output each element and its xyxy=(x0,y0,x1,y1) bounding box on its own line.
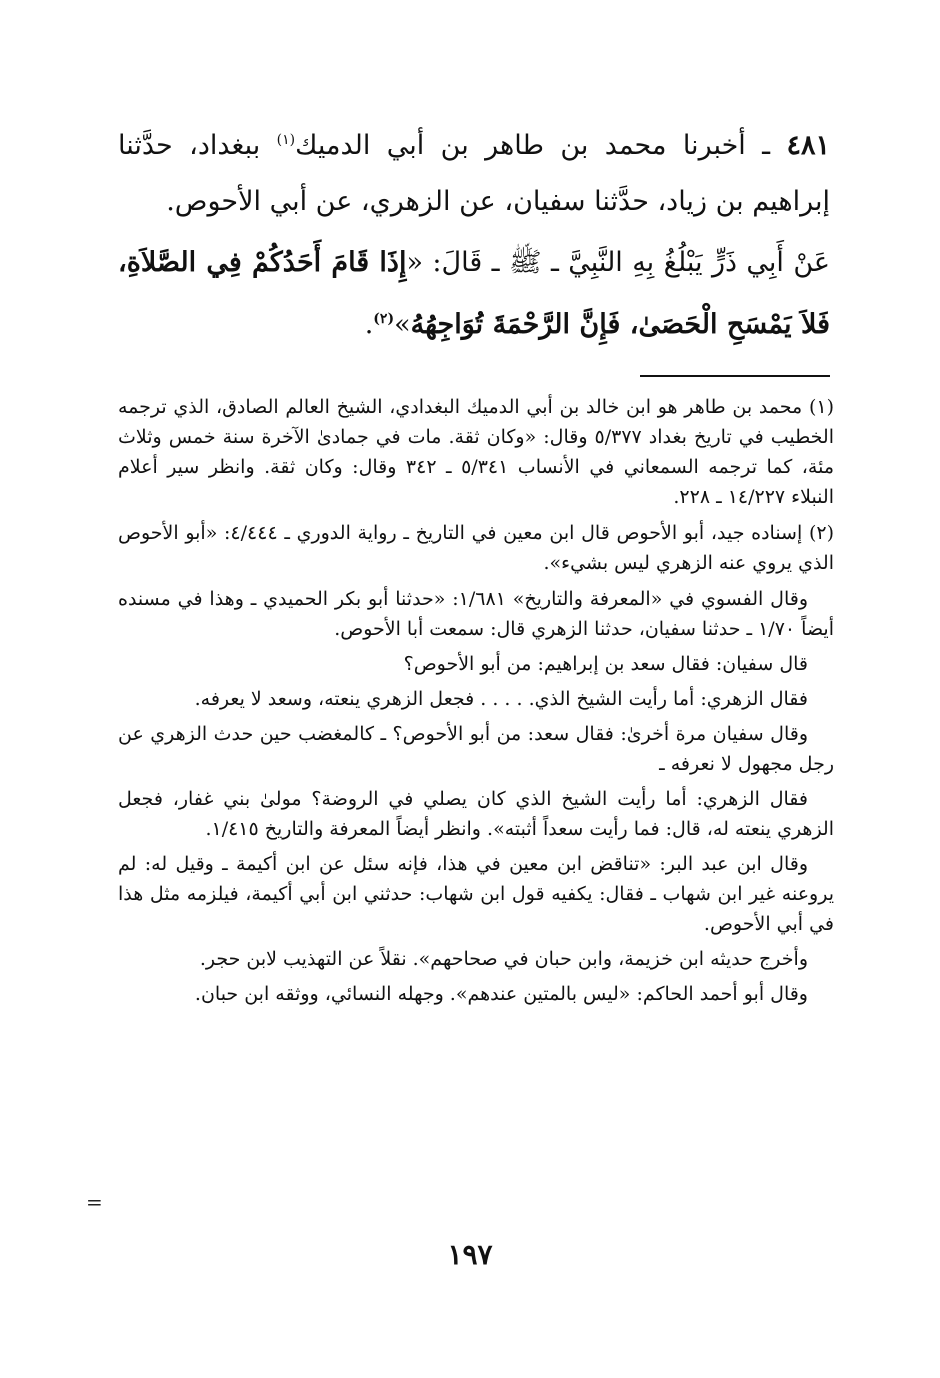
matn-text: إِذَا قَامَ أَحَدُكُمْ فِي الصَّلاَةِ، فَلاَ يَمْسَحِ الْحَصَىٰ، فَإِنَّ الرَّحْمَةَ تُوَاجِهُهُ xyxy=(118,247,830,340)
footnote-2-para: فقال الزهري: أما رأيت الشيخ الذي كان يصلي في الروضة؟ مولىٰ بني غفار، فجعل الزهري ينعته له، قال: فما رأيت سعداً أثبته». وانظر أيضاً المعرفة والتاريخ ١/٤١٥. xyxy=(118,788,834,840)
matn-end: . xyxy=(364,309,374,340)
matn-close: » xyxy=(394,309,411,340)
isnad-line-1b: ببغداد، حدَّثنا xyxy=(118,130,277,161)
footnote-2-para: فقال الزهري: أما رأيت الشيخ الذي. . . . . فجعل الزهري ينعته، وسعد لا يعرفه. xyxy=(194,688,808,710)
footnotes xyxy=(118,392,834,1014)
footnote-2-para: وقال ابن عبد البر: «تناقض ابن معين في هذا، فإنه سئل عن ابن أكيمة ـ وقيل له: لم يروعنه غير ابن شهاب ـ فقال: يكفيه قول ابن شهاب: حدثني ابن أبي أكيمة، فيلزمه مثل هذا في أبي الأحوص. xyxy=(118,853,834,935)
main-text xyxy=(118,118,830,356)
footnote-2-para: وقال سفيان مرة أخرىٰ: فقال سعد: من أبو الأحوص؟ ـ كالمغضب حين حدث الزهري عن رجل مجهول لا نعرفه ـ xyxy=(118,723,834,775)
footnote-ref-1[interactable]: (١) xyxy=(276,132,296,148)
footnote-1: (١) محمد بن طاهر هو ابن خالد بن أبي الدميك البغدادي، الشيخ العالم الصادق، الذي ترجمه الخطيب في تاريخ بغداد ٥/٣٧٧ وقال: «وكان ثقة. مات في جمادىٰ الآخرة سنة خمس وثلاث مئة، كما ترجمه السمعاني في الأنساب ٥/٣٤١ ـ ٣٤٢ وقال: وكان ثقة. وانظر سير أعلام النبلاء ١٤/٢٢٧ ـ ٢٢٨. xyxy=(118,396,835,508)
footnote-divider xyxy=(640,375,830,377)
page-number: ١٩٧ xyxy=(447,1238,493,1271)
matn-intro: عَنْ أَبِي ذَرٍّ يَبْلُغُ بِهِ النَّبِيَّ ـ ﷺ ـ قَالَ: « xyxy=(406,247,831,278)
continuation-mark: = xyxy=(86,1190,103,1214)
isnad-line-2: إبراهيم بن زياد، حدَّثنا سفيان، عن الزهري، عن أبي الأحوص. xyxy=(166,186,830,217)
footnote-2-para: وأخرج حديثه ابن خزيمة، وابن حبان في صحاحهم». نقلاً عن التهذيب لابن حجر. xyxy=(199,948,808,970)
footnote-ref-2[interactable]: (٢) xyxy=(373,311,395,327)
footnote-2: (٢) إسناده جيد، أبو الأحوص قال ابن معين في التاريخ ـ رواية الدوري ـ ٤/٤٤٤: «أبو الأحوص الذي يروي عنه الزهري ليس بشيء». xyxy=(118,522,834,574)
footnote-2-para: قال سفيان: فقال سعد بن إبراهيم: من أبو الأحوص؟ xyxy=(403,653,808,675)
isnad-line-1: ـ أخبرنا محمد بن طاهر بن أبي الدميك xyxy=(295,130,771,161)
hadith-number: ٤٨١ xyxy=(786,130,831,161)
footnote-2-para: وقال أبو أحمد الحاكم: «ليس بالمتين عندهم». وجهله النسائي، ووثقه ابن حبان. xyxy=(194,983,808,1005)
footnote-2-para: وقال الفسوي في «المعرفة والتاريخ» ١/٦٨١: «حدثنا أبو بكر الحميدي ـ وهذا في مسنده أيضاً ١/٧٠ ـ حدثنا سفيان، حدثنا الزهري قال: سمعت أبا الأحوص. xyxy=(118,588,834,640)
matn xyxy=(118,232,830,356)
isnad xyxy=(118,118,830,230)
